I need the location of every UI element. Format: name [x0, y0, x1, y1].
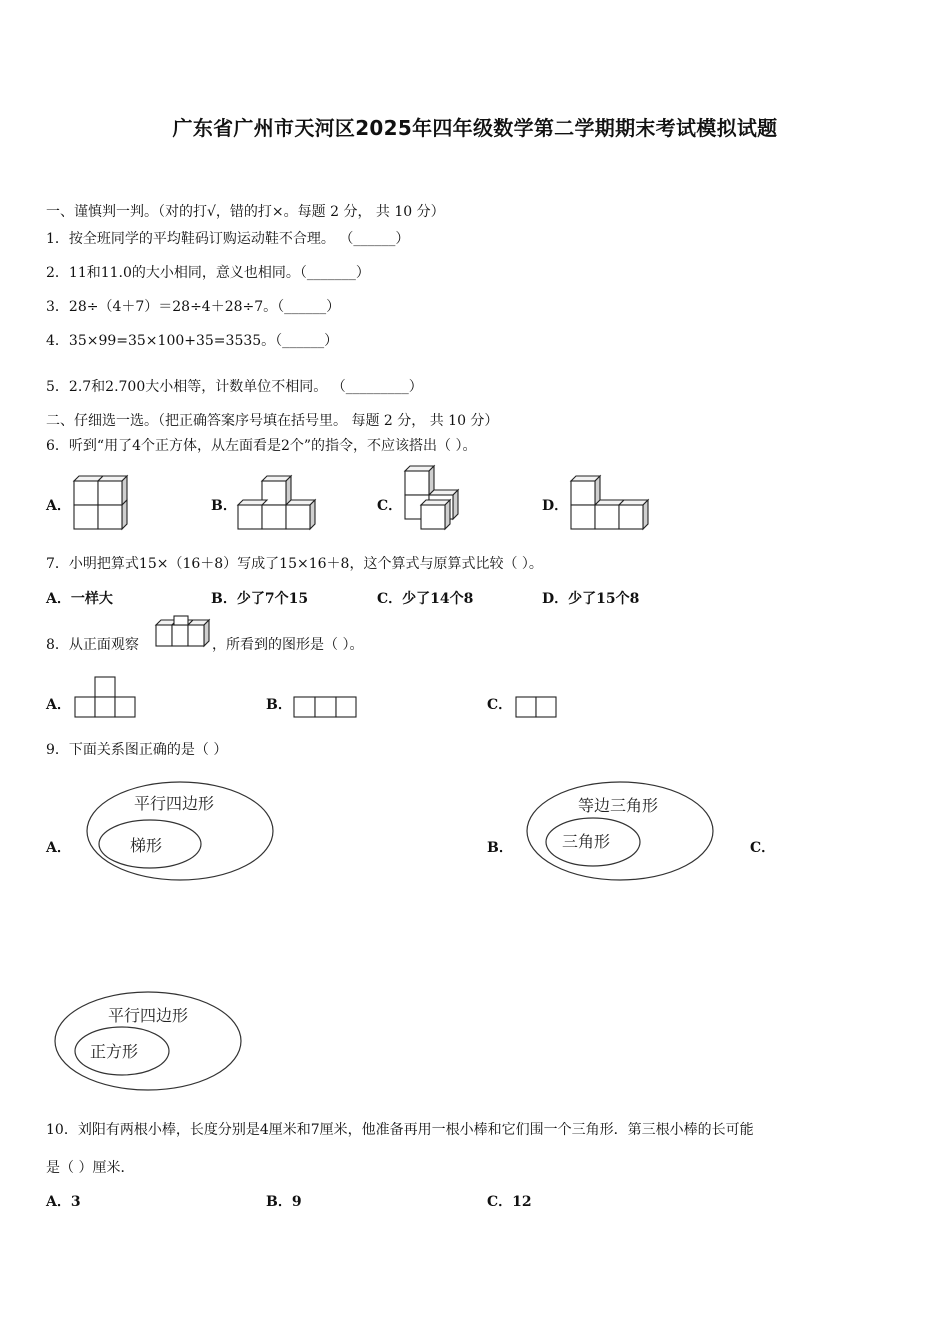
- q8-figure-c: [515, 696, 559, 720]
- q9-option-b: B．: [487, 840, 513, 856]
- page-title: 广东省广州市天河区2025年四年级数学第二学期期末考试模拟试题: [172, 116, 778, 140]
- question-8-stem-post: ，所看到的图形是（ ）。: [212, 637, 364, 653]
- q8-figure-b: [293, 696, 359, 720]
- q9-c-outer-label: 平行四边形: [108, 1006, 189, 1025]
- q9-option-c: C．: [750, 840, 776, 856]
- q8-option-c: C．: [487, 697, 513, 713]
- q8-option-a: A．: [46, 697, 71, 713]
- q7-option-c: C．少了14个8: [377, 591, 474, 607]
- question-10-line1: 10．刘阳有两根小棒，长度分别是4厘米和7厘米，他准备再用一根小棒和它们围一个三角形．第三根小棒的长可能: [46, 1122, 754, 1138]
- q6-figure-c: [403, 462, 467, 532]
- q10-option-c: C．12: [487, 1194, 532, 1210]
- q9-b-inner-label: 三角形: [562, 832, 611, 851]
- q6-figure-d: [569, 470, 655, 532]
- q7-option-a: A．一样大: [46, 591, 113, 607]
- q9-diagram-b: [524, 780, 718, 884]
- q6-option-c: C．: [377, 498, 403, 514]
- q6-option-b: B．: [211, 498, 237, 514]
- q10-option-b: B．9: [266, 1194, 302, 1210]
- q8-option-b: B．: [266, 697, 292, 713]
- q9-a-outer-label: 平行四边形: [134, 794, 215, 813]
- q6-option-d: D．: [542, 498, 569, 514]
- q7-option-b: B．少了7个15: [211, 591, 309, 607]
- question-6-stem: 6．听到“用了4个正方体，从左面看是2个”的指令，不应该搭出（ ）。: [46, 438, 477, 454]
- q9-option-a: A．: [46, 840, 71, 856]
- question-5: 5．2.7和2.700大小相等，计数单位不相同。 （_________）: [46, 379, 423, 395]
- q9-diagram-c: [52, 990, 246, 1094]
- question-7-stem: 7．小明把算式15×（16＋8）写成了15×16＋8，这个算式与原算式比较（ ）。: [46, 556, 543, 572]
- section1-header: 一、谨慎判一判。（对的打√，错的打×。每题 2 分， 共 10 分）: [46, 204, 445, 220]
- q7-option-d: D．少了15个8: [542, 591, 640, 607]
- q10-option-a: A．3: [46, 1194, 81, 1210]
- q9-b-outer-label: 等边三角形: [578, 796, 659, 815]
- question-4: 4．35×99=35×100+35=3535。（______）: [46, 333, 339, 349]
- q9-diagram-a: [84, 780, 278, 884]
- q8-cube-figure: [154, 616, 214, 648]
- q6-option-a: A．: [46, 498, 71, 514]
- question-8-stem-pre: 8．从正面观察: [46, 637, 139, 653]
- question-9-stem: 9．下面关系图正确的是（ ）: [46, 742, 228, 758]
- section2-header: 二、仔细选一选。（把正确答案序号填在括号里。 每题 2 分， 共 10 分）: [46, 413, 499, 429]
- question-1: 1．按全班同学的平均鞋码订购运动鞋不合理。 （______）: [46, 231, 410, 247]
- question-10-line2: 是（ ）厘米．: [46, 1160, 135, 1176]
- question-3: 3．28÷（4＋7）＝28÷4＋28÷7。（______）: [46, 299, 341, 315]
- q9-a-inner-label: 梯形: [130, 836, 163, 855]
- question-2: 2．11和11.0的大小相同，意义也相同。（_______）: [46, 265, 370, 281]
- q9-c-inner-label: 正方形: [90, 1042, 139, 1061]
- q6-figure-a: [72, 470, 134, 532]
- q6-figure-b: [236, 470, 322, 532]
- q8-figure-a: [74, 676, 138, 720]
